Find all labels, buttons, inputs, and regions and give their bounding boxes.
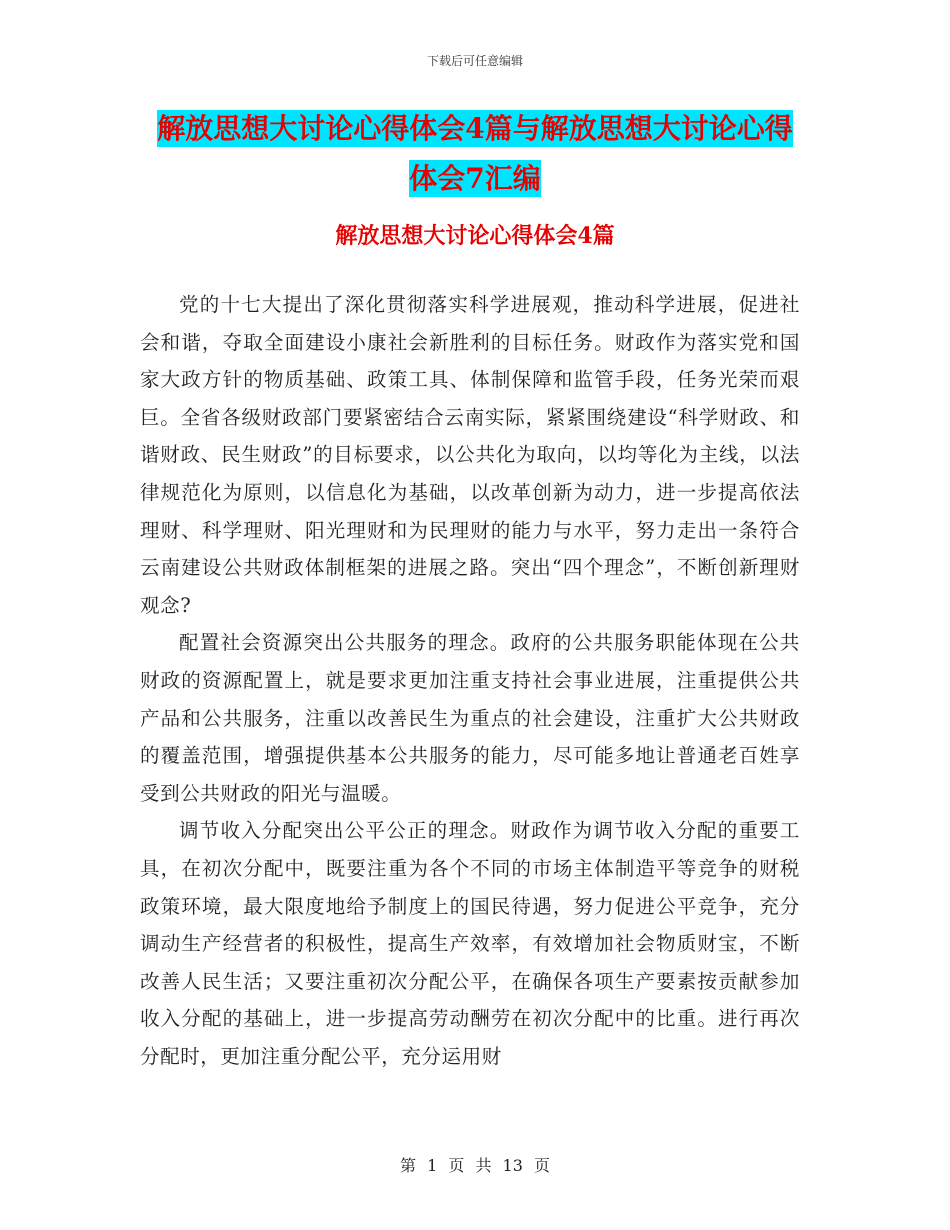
section-title: 解放思想大讨论心得体会4篇 xyxy=(335,223,615,249)
title-line-1-text: 解放思想大讨论心得体会4篇与解放思想大讨论心得 xyxy=(157,112,793,145)
header-note: 下载后可任意编辑 xyxy=(426,54,523,68)
paragraph: 调节收入分配突出公平公正的理念。财政作为调节收入分配的重要工具，在初次分配中，既要注重为各个不同的市场主体制造平等竞争的财税政策环境，最大限度地给予制度上的国民待遇，努力促进公平竞争，充分调动生产经营者的积极性，提高生产效率，有效增加社会物质财宝，不断改善人民生活；又要注重初次分配公平，在确保各项生产要素按贡献参加收入分配的基础上，进一步提高劳动酬劳在初次分配中的比重。进行再次分配时，更加注重分配公平，充分运用财 xyxy=(140,819,800,1068)
title-line-2-text: 体会7汇编 xyxy=(409,162,541,195)
paragraph: 党的十七大提出了深化贯彻落实科学进展观，推动科学进展，促进社会和谐，夺取全面建设小康社会新胜利的目标任务。财政作为落实党和国家大政方针的物质基础、政策工具、体制保障和监管手段，任务光荣而艰巨。全省各级财政部门要紧密结合云南实际，紧紧围绕建设“科学财政、和谐财政、民生财政”的目标要求，以公共化为取向，以均等化为主线，以法律规范化为原则，以信息化为基础，以改革创新为动力，进一步提高依法理财、科学理财、阳光理财和为民理财的能力与水平，努力走出一条符合云南建设公共财政体制框架的进展之路。突出“四个理念”，不断创新理财观念? xyxy=(140,293,800,617)
paragraph: 配置社会资源突出公共服务的理念。政府的公共服务职能体现在公共财政的资源配置上，就是要求更加注重支持社会事业进展，注重提供公共产品和公共服务，注重以改善民生为重点的社会建设，注重扩大公共财政的覆盖范围，增强提供基本公共服务的能力，尽可能多地让普通老百姓享受到公共财政的阳光与温暖。 xyxy=(140,631,800,805)
document-title xyxy=(140,104,810,204)
title-line-1 xyxy=(140,104,810,154)
page-number-footer: 第 1 页 共 13 页 xyxy=(400,1156,550,1175)
title-line-2 xyxy=(140,154,810,204)
document-body xyxy=(140,286,800,1075)
